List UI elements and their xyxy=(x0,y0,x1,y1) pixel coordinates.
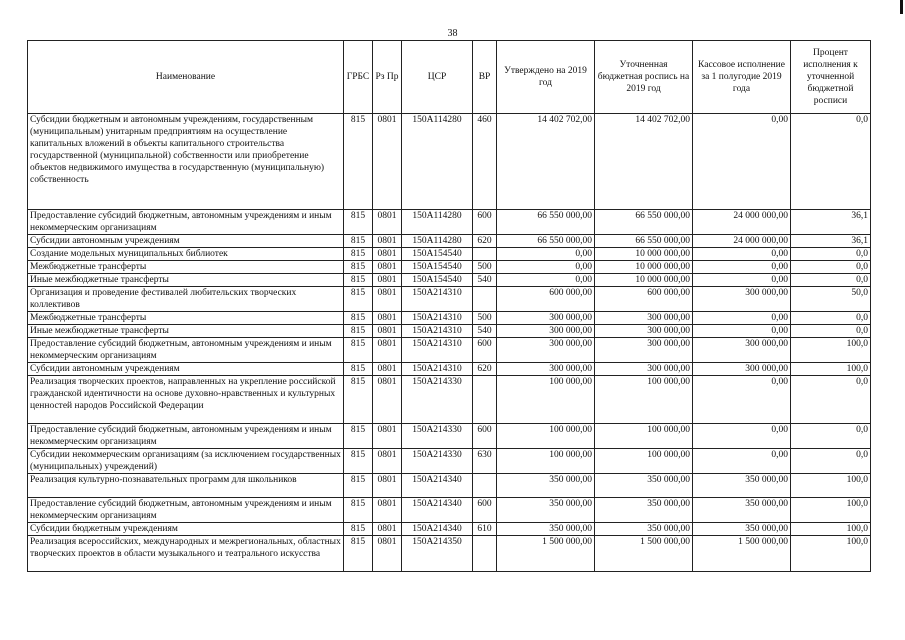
table-row xyxy=(28,248,871,261)
cell-approved: 300 000,00 xyxy=(497,363,595,376)
cell-refined: 100 000,00 xyxy=(595,424,693,449)
cell-vr: 630 xyxy=(473,449,497,474)
cell-name: Субсидии автономным учреждениям xyxy=(28,235,344,248)
cell-cash: 300 000,00 xyxy=(693,363,791,376)
cell-approved: 0,00 xyxy=(497,261,595,274)
cell-percent: 0,0 xyxy=(791,261,871,274)
cell-refined: 300 000,00 xyxy=(595,325,693,338)
cell-vr: 620 xyxy=(473,235,497,248)
cell-grbs: 815 xyxy=(344,498,373,523)
cell-percent: 100,0 xyxy=(791,474,871,498)
cell-name: Межбюджетные трансферты xyxy=(28,261,344,274)
cell-name: Реализация всероссийских, международных и межрегиональных, областных творческих проектов в области музыкального и театрального искусства xyxy=(28,536,344,572)
cell-vr: 600 xyxy=(473,498,497,523)
cell-grbs: 815 xyxy=(344,325,373,338)
cell-refined: 100 000,00 xyxy=(595,376,693,424)
cell-rz-pr: 0801 xyxy=(373,474,402,498)
cell-csr: 150A154540 xyxy=(402,261,473,274)
cell-grbs: 815 xyxy=(344,235,373,248)
table-row xyxy=(28,363,871,376)
cell-refined: 100 000,00 xyxy=(595,449,693,474)
cell-percent: 36,1 xyxy=(791,235,871,248)
cell-percent: 0,0 xyxy=(791,312,871,325)
cell-grbs: 815 xyxy=(344,338,373,363)
cell-name: Субсидии некоммерческим организациям (за исключением государственных (муниципальных) учреждений) xyxy=(28,449,344,474)
cell-refined: 350 000,00 xyxy=(595,474,693,498)
cell-name: Предоставление субсидий бюджетным, автономным учреждениям и иным некоммерческим организациям xyxy=(28,210,344,235)
cell-approved: 350 000,00 xyxy=(497,474,595,498)
table-row xyxy=(28,498,871,523)
cell-csr: 150A154540 xyxy=(402,248,473,261)
cell-grbs: 815 xyxy=(344,261,373,274)
header-refined: Уточненная бюджетная роспись на 2019 год xyxy=(595,41,693,114)
cell-cash: 0,00 xyxy=(693,312,791,325)
cell-name: Предоставление субсидий бюджетным, автономным учреждениям и иным некоммерческим организациям xyxy=(28,338,344,363)
cell-grbs: 815 xyxy=(344,424,373,449)
table-row xyxy=(28,287,871,312)
cell-cash: 0,00 xyxy=(693,114,791,210)
header-cash: Кассовое исполнение за 1 полугодие 2019 года xyxy=(693,41,791,114)
cell-csr: 150A214350 xyxy=(402,536,473,572)
cell-csr: 150A114280 xyxy=(402,235,473,248)
cell-cash: 24 000 000,00 xyxy=(693,210,791,235)
header-grbs: ГРБС xyxy=(344,41,373,114)
table-row xyxy=(28,114,871,210)
cell-rz-pr: 0801 xyxy=(373,261,402,274)
cell-csr: 150A214330 xyxy=(402,424,473,449)
cell-rz-pr: 0801 xyxy=(373,424,402,449)
cell-refined: 10 000 000,00 xyxy=(595,248,693,261)
cell-grbs: 815 xyxy=(344,210,373,235)
cell-name: Предоставление субсидий бюджетным, автономным учреждениям и иным некоммерческим организациям xyxy=(28,498,344,523)
cell-name: Реализация творческих проектов, направленных на укрепление российской гражданской идентичности на основе духовно-нравственных и культурных ценностей народов Российской Федерации xyxy=(28,376,344,424)
header-vr: ВР xyxy=(473,41,497,114)
cell-percent: 0,0 xyxy=(791,325,871,338)
cell-csr: 150A214310 xyxy=(402,287,473,312)
header-approved: Утверждено на 2019 год xyxy=(497,41,595,114)
header-csr: ЦСР xyxy=(402,41,473,114)
cell-csr: 150A214340 xyxy=(402,474,473,498)
cell-csr: 150A214310 xyxy=(402,325,473,338)
cell-name: Предоставление субсидий бюджетным, автономным учреждениям и иным некоммерческим организациям xyxy=(28,424,344,449)
cell-rz-pr: 0801 xyxy=(373,523,402,536)
cell-approved: 14 402 702,00 xyxy=(497,114,595,210)
cell-vr xyxy=(473,536,497,572)
cell-approved: 300 000,00 xyxy=(497,325,595,338)
cell-rz-pr: 0801 xyxy=(373,376,402,424)
cell-cash: 0,00 xyxy=(693,376,791,424)
cell-approved: 1 500 000,00 xyxy=(497,536,595,572)
cell-grbs: 815 xyxy=(344,274,373,287)
cell-cash: 0,00 xyxy=(693,248,791,261)
cell-rz-pr: 0801 xyxy=(373,536,402,572)
cell-grbs: 815 xyxy=(344,536,373,572)
cell-rz-pr: 0801 xyxy=(373,248,402,261)
cell-cash: 300 000,00 xyxy=(693,287,791,312)
cell-vr: 540 xyxy=(473,274,497,287)
cell-vr: 600 xyxy=(473,210,497,235)
cell-percent: 100,0 xyxy=(791,498,871,523)
cell-grbs: 815 xyxy=(344,523,373,536)
cell-rz-pr: 0801 xyxy=(373,274,402,287)
cell-name: Иные межбюджетные трансферты xyxy=(28,325,344,338)
cell-cash: 300 000,00 xyxy=(693,338,791,363)
cell-name: Субсидии бюджетным и автономным учреждениям, государственным (муниципальным) унитарным предприятиям на осуществление капитальных вложений в объекты капитального строительства государственной (муниципальной) собственности или приобретение объектов недвижимого имущества в государственную (муниципальную) собственность xyxy=(28,114,344,210)
cell-vr: 600 xyxy=(473,338,497,363)
cell-grbs: 815 xyxy=(344,312,373,325)
cell-vr xyxy=(473,248,497,261)
cell-csr: 150A214340 xyxy=(402,523,473,536)
table-row xyxy=(28,523,871,536)
cell-approved: 0,00 xyxy=(497,274,595,287)
cell-refined: 10 000 000,00 xyxy=(595,261,693,274)
cell-percent: 50,0 xyxy=(791,287,871,312)
table-row xyxy=(28,312,871,325)
cell-percent: 0,0 xyxy=(791,376,871,424)
table-row xyxy=(28,274,871,287)
cell-vr: 500 xyxy=(473,261,497,274)
cell-rz-pr: 0801 xyxy=(373,287,402,312)
cell-csr: 150A154540 xyxy=(402,274,473,287)
cell-approved: 66 550 000,00 xyxy=(497,210,595,235)
cell-approved: 300 000,00 xyxy=(497,312,595,325)
cell-rz-pr: 0801 xyxy=(373,114,402,210)
cell-grbs: 815 xyxy=(344,114,373,210)
cell-cash: 350 000,00 xyxy=(693,474,791,498)
cell-rz-pr: 0801 xyxy=(373,235,402,248)
cell-refined: 350 000,00 xyxy=(595,523,693,536)
table-row xyxy=(28,449,871,474)
cell-cash: 350 000,00 xyxy=(693,498,791,523)
cell-name: Субсидии бюджетным учреждениям xyxy=(28,523,344,536)
cell-approved: 66 550 000,00 xyxy=(497,235,595,248)
cell-approved: 100 000,00 xyxy=(497,449,595,474)
cell-percent: 100,0 xyxy=(791,363,871,376)
cell-refined: 1 500 000,00 xyxy=(595,536,693,572)
page-number: 38 xyxy=(447,28,458,39)
cell-approved: 350 000,00 xyxy=(497,523,595,536)
table-row xyxy=(28,474,871,498)
table-header-row xyxy=(28,41,871,114)
cell-cash: 0,00 xyxy=(693,261,791,274)
cell-csr: 150A214340 xyxy=(402,498,473,523)
cell-rz-pr: 0801 xyxy=(373,338,402,363)
cell-csr: 150A114280 xyxy=(402,114,473,210)
cell-name: Создание модельных муниципальных библиотек xyxy=(28,248,344,261)
cell-csr: 150A214330 xyxy=(402,449,473,474)
cell-refined: 300 000,00 xyxy=(595,363,693,376)
cell-approved: 0,00 xyxy=(497,248,595,261)
cell-rz-pr: 0801 xyxy=(373,210,402,235)
cell-vr: 540 xyxy=(473,325,497,338)
table-row xyxy=(28,325,871,338)
cell-grbs: 815 xyxy=(344,449,373,474)
cell-cash: 0,00 xyxy=(693,424,791,449)
cell-rz-pr: 0801 xyxy=(373,363,402,376)
cell-refined: 10 000 000,00 xyxy=(595,274,693,287)
cell-vr: 620 xyxy=(473,363,497,376)
header-percent: Процент исполнения к уточненной бюджетной росписи xyxy=(791,41,871,114)
cell-grbs: 815 xyxy=(344,376,373,424)
cell-grbs: 815 xyxy=(344,474,373,498)
cell-vr: 600 xyxy=(473,424,497,449)
cell-csr: 150A214310 xyxy=(402,338,473,363)
cell-cash: 1 500 000,00 xyxy=(693,536,791,572)
cell-rz-pr: 0801 xyxy=(373,498,402,523)
cell-grbs: 815 xyxy=(344,363,373,376)
cell-approved: 600 000,00 xyxy=(497,287,595,312)
cell-approved: 100 000,00 xyxy=(497,424,595,449)
cell-cash: 24 000 000,00 xyxy=(693,235,791,248)
cell-vr: 460 xyxy=(473,114,497,210)
cell-approved: 350 000,00 xyxy=(497,498,595,523)
table-row xyxy=(28,424,871,449)
table-row xyxy=(28,338,871,363)
cell-rz-pr: 0801 xyxy=(373,312,402,325)
cell-csr: 150A114280 xyxy=(402,210,473,235)
cell-percent: 0,0 xyxy=(791,424,871,449)
cell-csr: 150A214330 xyxy=(402,376,473,424)
cell-csr: 150A214310 xyxy=(402,363,473,376)
cell-vr: 500 xyxy=(473,312,497,325)
header-rz-pr: Рз Пр xyxy=(373,41,402,114)
cell-name: Межбюджетные трансферты xyxy=(28,312,344,325)
table-row xyxy=(28,536,871,572)
cell-refined: 600 000,00 xyxy=(595,287,693,312)
cell-vr: 610 xyxy=(473,523,497,536)
cell-refined: 300 000,00 xyxy=(595,338,693,363)
cell-vr xyxy=(473,474,497,498)
cell-name: Иные межбюджетные трансферты xyxy=(28,274,344,287)
table-row xyxy=(28,261,871,274)
cell-refined: 66 550 000,00 xyxy=(595,235,693,248)
table-row xyxy=(28,235,871,248)
cell-name: Субсидии автономным учреждениям xyxy=(28,363,344,376)
header-name: Наименование xyxy=(28,41,344,114)
cell-approved: 300 000,00 xyxy=(497,338,595,363)
cell-percent: 0,0 xyxy=(791,248,871,261)
table-row xyxy=(28,376,871,424)
cell-name: Реализация культурно-познавательных программ для школьников xyxy=(28,474,344,498)
cell-percent: 100,0 xyxy=(791,536,871,572)
budget-execution-table xyxy=(27,40,871,572)
cell-percent: 36,1 xyxy=(791,210,871,235)
cell-grbs: 815 xyxy=(344,248,373,261)
cell-refined: 66 550 000,00 xyxy=(595,210,693,235)
cell-cash: 0,00 xyxy=(693,449,791,474)
table-row xyxy=(28,210,871,235)
cell-grbs: 815 xyxy=(344,287,373,312)
cell-approved: 100 000,00 xyxy=(497,376,595,424)
cell-refined: 300 000,00 xyxy=(595,312,693,325)
cell-percent: 0,0 xyxy=(791,114,871,210)
cell-percent: 0,0 xyxy=(791,449,871,474)
cell-percent: 100,0 xyxy=(791,523,871,536)
cell-percent: 0,0 xyxy=(791,274,871,287)
cell-vr xyxy=(473,376,497,424)
cell-rz-pr: 0801 xyxy=(373,449,402,474)
cell-vr xyxy=(473,287,497,312)
cell-name: Организация и проведение фестивалей любительских творческих коллективов xyxy=(28,287,344,312)
cell-percent: 100,0 xyxy=(791,338,871,363)
cell-cash: 0,00 xyxy=(693,325,791,338)
cell-rz-pr: 0801 xyxy=(373,325,402,338)
cell-cash: 0,00 xyxy=(693,274,791,287)
cell-refined: 350 000,00 xyxy=(595,498,693,523)
cell-cash: 350 000,00 xyxy=(693,523,791,536)
scan-edge-mark xyxy=(900,0,903,14)
cell-csr: 150A214310 xyxy=(402,312,473,325)
cell-refined: 14 402 702,00 xyxy=(595,114,693,210)
